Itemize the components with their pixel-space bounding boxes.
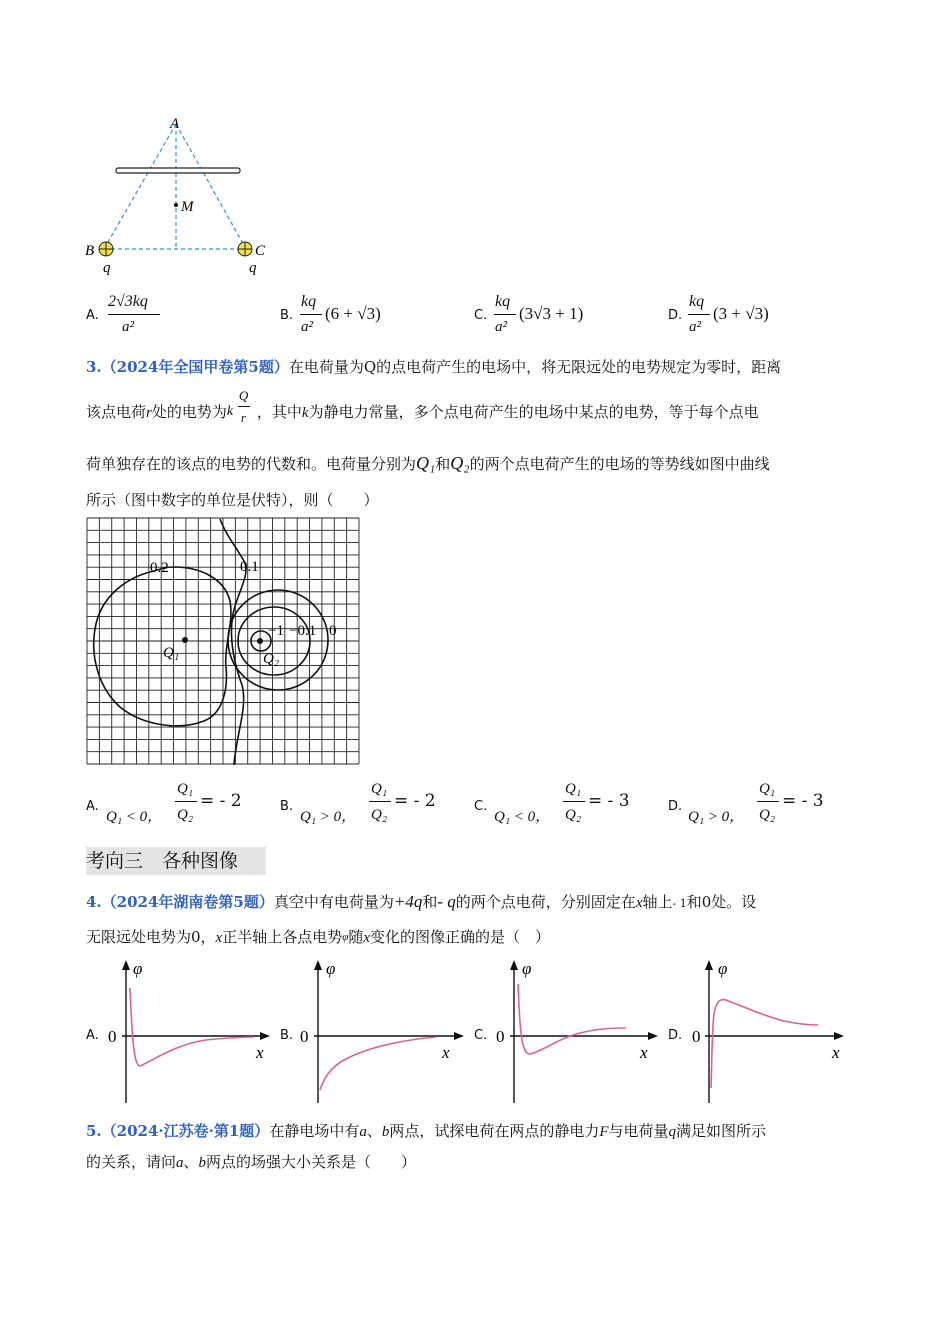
text: 与电荷量 <box>608 1122 669 1140</box>
q3-line-4: 所示（图中数字的单位是伏特），则（ ） <box>86 491 379 509</box>
axis-phi: φ <box>718 959 728 978</box>
label-0: 0 <box>329 623 337 639</box>
axis-phi: φ <box>133 959 143 978</box>
option-tail: (6 + √3) <box>325 304 381 323</box>
fraction-bar <box>688 314 710 315</box>
question-number: 3. <box>86 358 102 376</box>
q4-option-c[interactable] <box>474 958 664 1108</box>
position-minus-1: - 1 <box>672 897 687 910</box>
ratio-denominator: Q₂ <box>759 807 776 823</box>
q4-line-1 <box>86 892 756 914</box>
q4-option-a[interactable] <box>86 958 276 1108</box>
text: 和 <box>422 893 438 911</box>
ratio-value: = - 3 <box>782 791 824 811</box>
var-b: b <box>381 1124 390 1140</box>
label-c: C <box>255 243 266 259</box>
ratio-value: = - 2 <box>394 791 436 811</box>
charge-q2 <box>257 638 263 644</box>
potential-curve <box>518 984 626 1054</box>
formula-k: k <box>226 404 234 419</box>
triangle-figure <box>80 110 300 280</box>
option-condition: Q₁ > 0， <box>688 809 745 825</box>
label-q2: Q₂ <box>263 651 280 667</box>
question-source: （2024·江苏卷·第1题） <box>101 1122 270 1140</box>
axis-phi: φ <box>326 959 336 978</box>
option-letter: C. <box>474 308 488 323</box>
ratio-numerator: Q₁ <box>371 781 388 797</box>
text: 、 <box>183 1153 199 1171</box>
formula-denominator: r <box>240 410 246 425</box>
ratio-denominator: Q₂ <box>371 807 388 823</box>
q3-line-1 <box>86 357 781 377</box>
ratio-value: = - 2 <box>200 791 242 811</box>
charge-minus-q: - q <box>437 892 456 911</box>
label-q1: Q₁ <box>163 645 180 661</box>
text: 、 <box>366 1122 382 1140</box>
potential-curve <box>130 988 254 1066</box>
var-x: x <box>215 930 223 946</box>
ratio-numerator: Q₁ <box>759 781 776 797</box>
axis-phi: φ <box>522 959 532 978</box>
formula-numerator: Q <box>238 388 249 403</box>
label-a: A <box>170 116 180 132</box>
text: 和 <box>435 455 451 473</box>
option-denominator: a² <box>301 319 313 335</box>
fraction-bar <box>175 801 197 802</box>
var-k: k <box>301 405 309 421</box>
q4-option-d[interactable] <box>668 958 858 1108</box>
charge-c: q <box>249 260 257 276</box>
option-letter: B. <box>280 308 294 323</box>
q3-line-2 <box>86 388 759 425</box>
q2-option-b[interactable] <box>280 290 430 340</box>
fraction-bar <box>563 801 585 802</box>
option-numerator: kq <box>495 293 511 310</box>
var-a: a <box>176 1155 184 1171</box>
option-letter: B. <box>280 799 294 814</box>
option-condition: Q₁ > 0， <box>300 809 357 825</box>
q2-option-c[interactable] <box>474 290 634 340</box>
option-tail: (3 + √3) <box>713 304 769 323</box>
graph-d <box>668 958 858 1108</box>
q3-option-c[interactable] <box>474 777 644 835</box>
ratio-denominator: Q₂ <box>177 807 194 823</box>
var-f: F <box>599 1124 609 1140</box>
text: ，其中 <box>256 403 302 421</box>
q3-option-b[interactable] <box>280 777 450 835</box>
ratio-numerator: Q₁ <box>565 781 582 797</box>
text: 轴上 <box>642 893 673 911</box>
var-a: a <box>359 1124 367 1140</box>
var-x: x <box>363 930 371 946</box>
potential-curve <box>711 1000 818 1088</box>
q5-line-1 <box>86 1121 766 1142</box>
fraction-bar <box>300 314 322 315</box>
label-0-2: 0.2 <box>150 560 169 576</box>
charge-q1 <box>182 637 188 643</box>
ratio-numerator: Q₁ <box>177 781 194 797</box>
question-number: 5. <box>86 1122 102 1140</box>
option-denominator: a² <box>689 319 701 335</box>
question-source: （2024年全国甲卷第5题） <box>101 358 289 376</box>
axis-x: x <box>256 1043 264 1062</box>
axis-x: x <box>442 1043 450 1062</box>
option-letter: A. <box>86 799 99 814</box>
text: 变化的图像正确的是（ ） <box>370 928 551 946</box>
text: 为静电力常量，多个点电荷产生的电场中某点的电势，等于每个点电 <box>308 403 759 421</box>
graph-b <box>280 958 470 1108</box>
label-b: B <box>85 243 95 259</box>
charge-plus-4q: +4q <box>393 892 423 911</box>
var-q: q <box>668 1124 677 1140</box>
var-phi: φ <box>342 931 349 943</box>
axis-x: x <box>640 1043 648 1062</box>
text: 在静电场中有 <box>269 1122 360 1140</box>
origin-zero: 0 <box>496 1027 505 1046</box>
text: 和0处。设 <box>686 893 757 911</box>
var-b: b <box>198 1155 207 1171</box>
q4-line-2 <box>86 927 550 948</box>
text: 两点，试探电荷在两点的静电力 <box>389 1122 600 1140</box>
text: 正半轴上各点电势 <box>222 928 343 946</box>
fraction-bar <box>108 314 160 315</box>
option-letter: B. <box>280 1028 294 1043</box>
text: 处的电势为 <box>151 403 227 421</box>
fraction-bar <box>494 314 516 315</box>
graph-a <box>86 958 276 1108</box>
text: 的两个点电荷，分别固定在 <box>455 893 636 911</box>
axis-x: x <box>832 1043 840 1062</box>
label-0-1: 0.1 <box>240 559 259 575</box>
option-letter: A. <box>86 1028 99 1043</box>
label-minus-1: −1 <box>268 623 284 639</box>
equipotential-figure <box>86 517 362 767</box>
q3-text: 在电荷量为Q的点电荷产生的电场中，将无限远处的电势规定为零时，距离 <box>288 358 782 376</box>
q3-option-d[interactable] <box>668 777 838 835</box>
text: 满足如图所示 <box>676 1122 767 1140</box>
var-q2: Q₂ <box>450 453 470 473</box>
option-numerator: kq <box>689 293 705 310</box>
origin-zero: 0 <box>692 1027 701 1046</box>
origin-zero: 0 <box>108 1027 117 1046</box>
var-r: r <box>146 405 152 421</box>
q3-option-a[interactable] <box>86 777 256 835</box>
var-q1: Q₁ <box>416 453 436 473</box>
q5-line-2 <box>86 1152 416 1173</box>
q4-option-b[interactable] <box>280 958 470 1108</box>
section-heading: 考向三 各种图像 <box>86 847 266 875</box>
option-numerator: kq <box>301 293 317 310</box>
label-minus-0-1: −0.1 <box>289 623 317 639</box>
option-letter: D. <box>668 799 683 814</box>
text: 该点电荷 <box>86 403 147 421</box>
origin-zero: 0 <box>300 1027 309 1046</box>
option-letter: A. <box>86 308 99 323</box>
text: 随 <box>348 928 364 946</box>
ratio-value: = - 3 <box>588 791 630 811</box>
question-source: （2024年湖南卷第5题） <box>101 893 274 911</box>
ratio-denominator: Q₂ <box>565 807 582 823</box>
text: 的两个点电荷产生的电场的等势线如图中曲线 <box>469 455 770 473</box>
q3-line-3 <box>86 453 770 474</box>
charge-b: q <box>103 260 111 276</box>
var-x: x <box>635 895 643 911</box>
text: 的关系，请问 <box>86 1153 177 1171</box>
option-condition: Q₁ < 0， <box>106 809 163 825</box>
option-letter: D. <box>668 308 683 323</box>
text: 荷单独存在的该点的电势的代数和。电荷量分别为 <box>86 455 417 473</box>
option-tail: (3√3 + 1) <box>519 304 584 323</box>
text: 两点的场强大小关系是（ ） <box>206 1153 417 1171</box>
option-denominator: a² <box>495 319 507 335</box>
text: 无限远处电势为0， <box>86 928 216 946</box>
question-number: 4. <box>86 893 102 911</box>
q2-option-d[interactable] <box>668 290 818 340</box>
option-letter: D. <box>668 1028 683 1043</box>
option-numerator: 2√3kq <box>108 293 148 310</box>
option-letter: C. <box>474 799 488 814</box>
label-m: M <box>181 199 194 215</box>
potential-curve <box>320 1037 436 1090</box>
option-denominator: a² <box>122 319 134 335</box>
fraction-bar <box>757 801 779 802</box>
potential-formula <box>226 388 257 425</box>
option-condition: Q₁ < 0， <box>494 809 551 825</box>
graph-c <box>474 958 664 1108</box>
q2-option-a[interactable] <box>86 290 236 340</box>
text: 真空中有电荷量为 <box>273 893 394 911</box>
option-letter: C. <box>474 1028 488 1043</box>
fraction-bar <box>369 801 391 802</box>
fraction-bar <box>238 406 250 407</box>
